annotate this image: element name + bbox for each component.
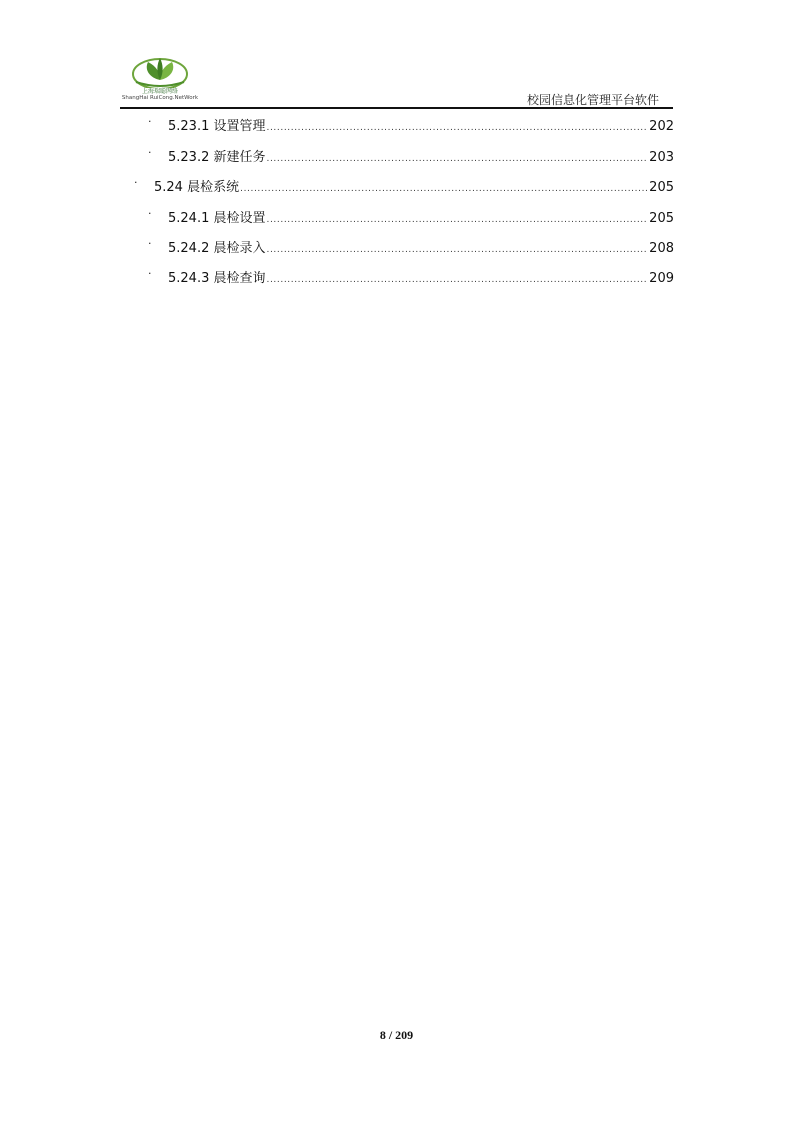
toc-leader-dots: [267, 275, 649, 285]
toc-leader-dots: [267, 215, 649, 225]
toc-page-number: 205: [649, 211, 674, 226]
leaf-logo-icon: [130, 56, 190, 88]
bullet-icon: ·: [134, 176, 138, 189]
logo-chinese-text: 上海瑞聪网络: [141, 88, 178, 95]
toc-page-number: 209: [649, 271, 674, 286]
toc-entry-label: 5.23.1 设置管理: [168, 119, 266, 134]
bullet-icon: ·: [148, 237, 152, 250]
header-divider: [120, 107, 673, 109]
toc-entry[interactable]: [148, 267, 674, 286]
bullet-icon: ·: [148, 267, 152, 280]
toc-page-number: 202: [649, 119, 674, 134]
toc-entry-label: 5.24.1 晨检设置: [168, 211, 266, 226]
toc-entry-label: 5.23.2 新建任务: [168, 150, 266, 165]
toc-page-number: 208: [649, 241, 674, 256]
company-logo: [118, 56, 202, 108]
toc-leader-dots: [240, 184, 648, 194]
toc-page-number: 203: [649, 150, 674, 165]
toc-leader-dots: [267, 154, 649, 164]
toc-page-number: 205: [649, 180, 674, 195]
page-footer-number: 8 / 209: [379, 1028, 414, 1042]
toc-entry[interactable]: [148, 237, 674, 256]
toc-entry-label: 5.24.3 晨检查询: [168, 271, 266, 286]
bullet-icon: ·: [148, 207, 152, 220]
toc-leader-dots: [267, 245, 649, 255]
toc-entry[interactable]: [134, 176, 674, 195]
document-header-title: 校园信息化管理平台软件: [526, 93, 659, 107]
logo-english-text: ShangHai RuiCong.NetWork: [121, 95, 199, 101]
toc-entry[interactable]: [148, 146, 674, 165]
toc-leader-dots: [267, 123, 649, 133]
toc-entry[interactable]: [148, 207, 674, 226]
bullet-icon: ·: [148, 115, 152, 128]
bullet-icon: ·: [148, 146, 152, 159]
toc-entry[interactable]: [148, 115, 674, 134]
toc-entry-label: 5.24.2 晨检录入: [168, 241, 266, 256]
toc-entry-label: 5.24 晨检系统: [154, 180, 240, 195]
